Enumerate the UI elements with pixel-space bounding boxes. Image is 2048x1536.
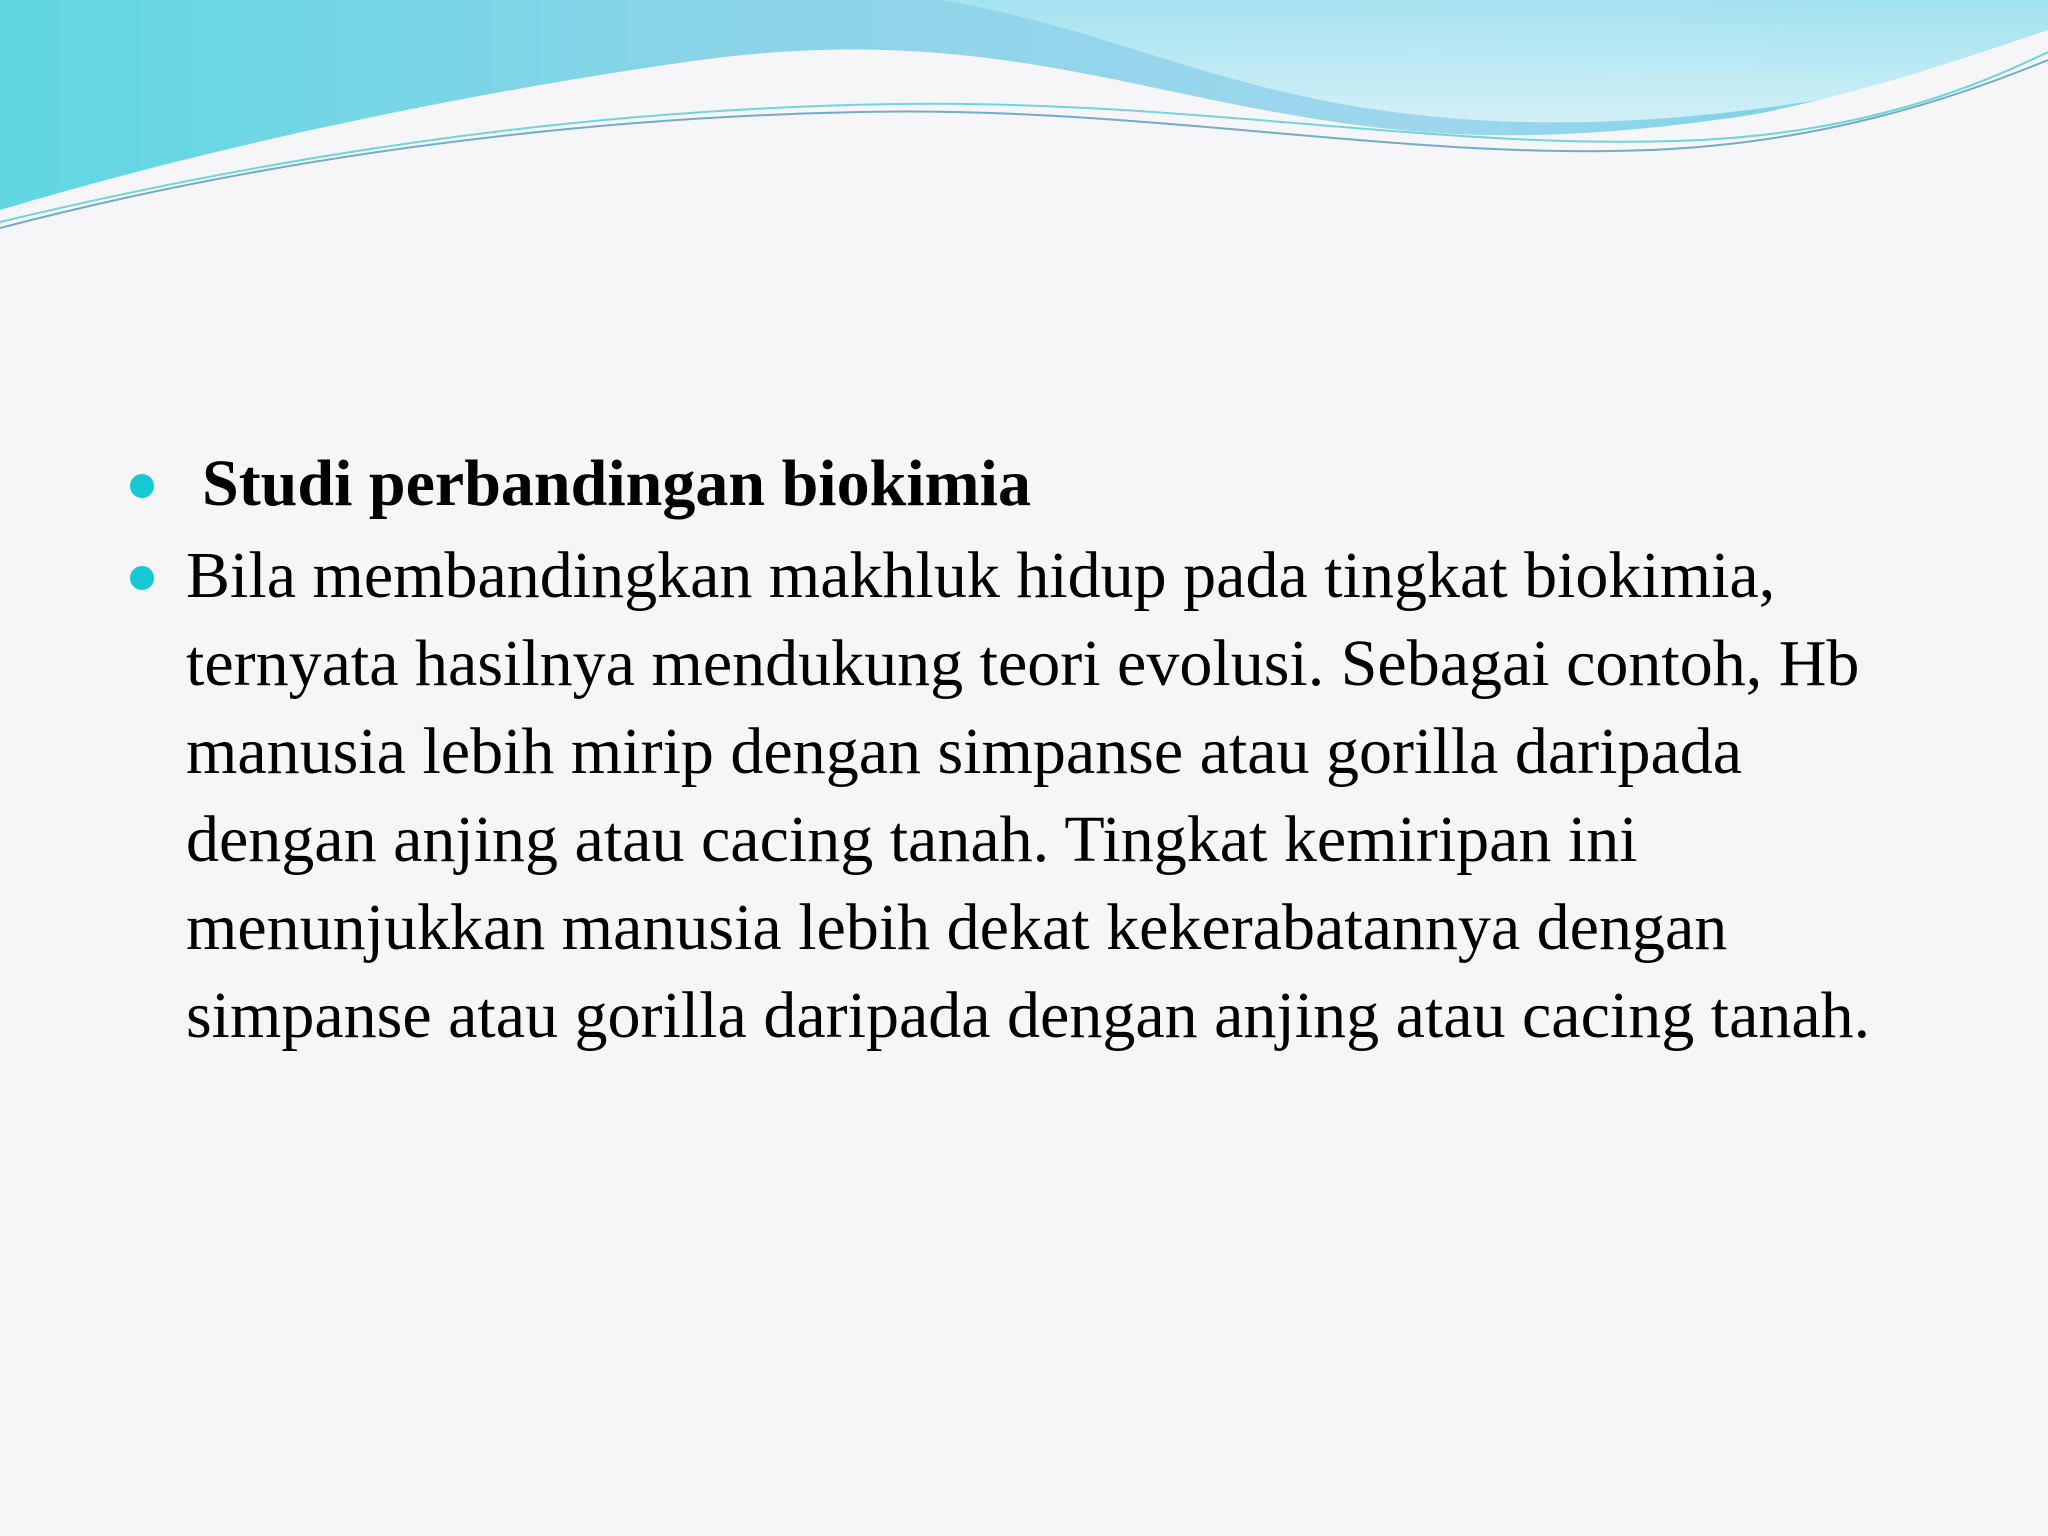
- bullet-body-text: Bila membandingkan makhluk hidup pada tingkat biokimia, ternyata hasilnya mendukung teori evolusi. Sebagai contoh, Hb manusia lebih mirip dengan simpanse atau gorilla daripada dengan anjing atau cacing tanah. Tingkat kemiripan ini menunjukkan manusia lebih dekat kekerabatannya dengan simpanse atau gorilla daripada dengan anjing atau cacing tanah.: [186, 539, 1871, 1052]
- bullet-dot-icon: [130, 566, 154, 590]
- bullet-item-body: [126, 532, 1946, 1060]
- bullet-dot-icon: [130, 474, 154, 498]
- bullet-item-heading: [126, 440, 1946, 528]
- bullet-list: [126, 440, 1946, 1060]
- bullet-heading-text: Studi perbandingan biokimia: [202, 447, 1031, 520]
